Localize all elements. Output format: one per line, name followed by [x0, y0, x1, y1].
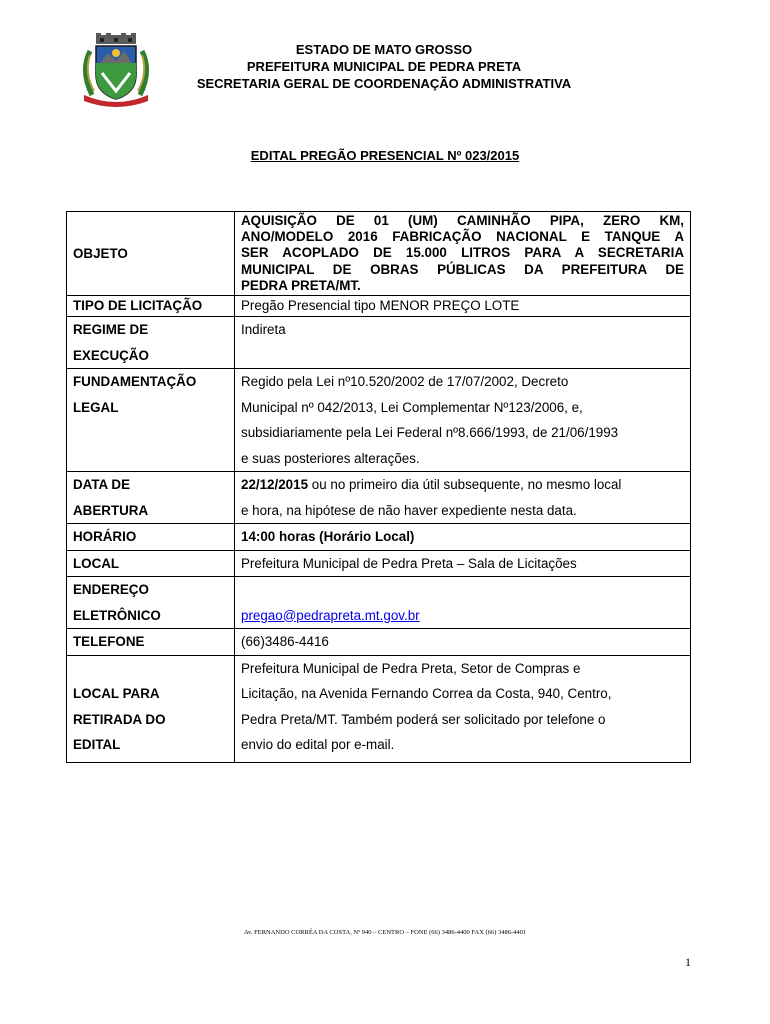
header-state: ESTADO DE MATO GROSSO — [295, 42, 473, 57]
row-data-abertura — [67, 472, 691, 524]
row-fundamentacao-legal — [67, 369, 691, 472]
value-fundamentacao-legal: Regido pela Lei nº10.520/2002 de 17/07/2002, Decreto Municipal nº 042/2013, Lei Complementar Nº123/2006, e, subsidiariamente pela Lei Federal nº8.666/1993, de 21/06/1993 e suas posteriores alterações. — [235, 369, 691, 472]
municipal-coat-of-arms-icon — [78, 33, 154, 107]
value-horario: 14:00 horas (Horário Local) — [241, 529, 415, 545]
label-tipo-licitacao: TIPO DE LICITAÇÃO — [67, 296, 235, 317]
row-local — [67, 550, 691, 577]
document-header — [150, 41, 618, 92]
document-title: EDITAL PREGÃO PRESENCIAL Nº 023/2015 — [250, 148, 520, 163]
value-tipo-licitacao: Pregão Presencial tipo MENOR PREÇO LOTE — [235, 296, 691, 317]
row-objeto — [67, 212, 691, 296]
opening-date: 22/12/2015 — [241, 477, 309, 493]
value-telefone: (66)3486-4416 — [241, 634, 329, 650]
row-telefone — [67, 629, 691, 656]
header-prefeitura: PREFEITURA MUNICIPAL DE PEDRA PRETA — [246, 59, 522, 74]
label-telefone: TELEFONE — [73, 634, 145, 650]
edital-summary-table — [66, 211, 691, 763]
label-fundamentacao-legal: FUNDAMENTAÇÃO LEGAL — [67, 369, 235, 472]
email-link[interactable]: pregao@pedrapreta.mt.gov.br — [241, 607, 420, 623]
row-local-retirada — [67, 655, 691, 762]
label-local: LOCAL — [73, 555, 120, 571]
row-regime-execucao — [67, 317, 691, 369]
value-local: Prefeitura Municipal de Pedra Preta – Sala de Licitações — [241, 555, 577, 571]
label-horario: HORÁRIO — [73, 529, 137, 545]
footer-address: Av. FERNANDO CORRÊA DA COSTA, Nº 940 – CENTRO – FONE (66) 3486-4400 FAX (66) 3486-4401 — [243, 929, 527, 936]
value-data-abertura: 22/12/2015 ou no primeiro dia útil subsequente, no mesmo local e hora, na hipótese de não haver expediente nesta data. — [235, 472, 691, 524]
label-regime-execucao: REGIME DE EXECUÇÃO — [67, 317, 235, 369]
row-tipo-licitacao — [67, 296, 691, 317]
value-objeto: AQUISIÇÃO DE 01 (UM) CAMINHÃO PIPA, ZERO KM, ANO/MODELO 2016 FABRICAÇÃO NACIONAL E TANQUE A SER ACOPLADO DE 15.000 LITROS PARA A SECRETARIA MUNICIPAL DE OBRAS PÚBLICAS DA PREFEITURA DE PEDRA PRETA/MT. — [241, 213, 684, 293]
row-endereco-eletronico — [67, 577, 691, 629]
label-objeto: OBJETO — [67, 212, 235, 296]
page-number: 1 — [685, 955, 691, 969]
row-horario — [67, 524, 691, 551]
label-local-retirada: LOCAL PARA RETIRADA DO EDITAL — [67, 655, 235, 762]
header-secretaria: SECRETARIA GERAL DE COORDENAÇÃO ADMINISTRATIVA — [196, 76, 572, 91]
label-data-abertura: DATA DE ABERTURA — [67, 472, 235, 524]
value-local-retirada: Prefeitura Municipal de Pedra Preta, Setor de Compras e Licitação, na Avenida Fernando Correa da Costa, 940, Centro, Pedra Preta/MT. Também poderá ser solicitado por telefone o envio do edital por e-mail. — [235, 655, 691, 762]
value-regime-execucao: Indireta — [241, 322, 286, 338]
label-endereco-eletronico: ENDEREÇO ELETRÔNICO — [67, 577, 235, 629]
